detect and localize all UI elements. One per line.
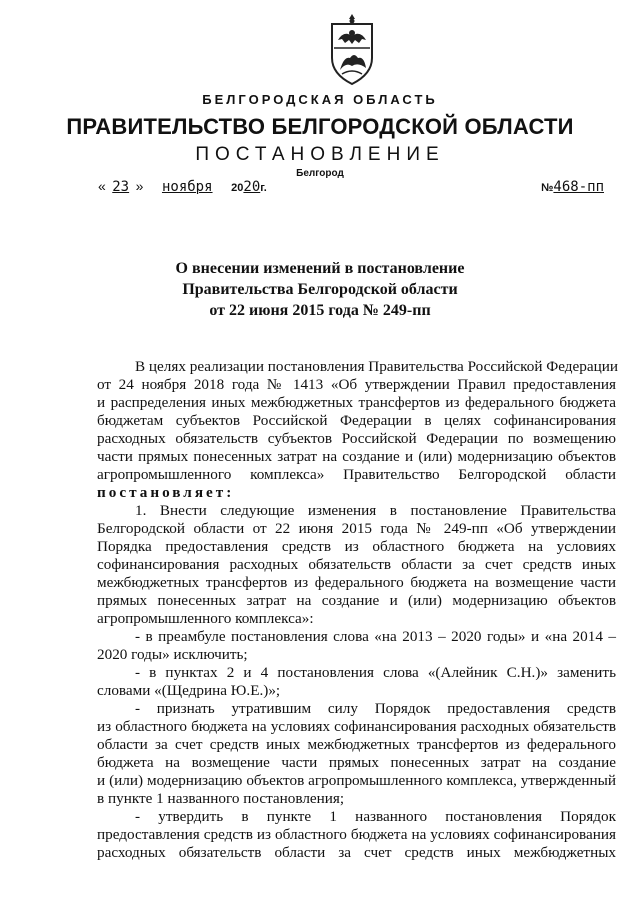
body-line: расходных обязательств области за счет средств иных межбюджетных (97, 844, 616, 861)
body-line: агропромышленного комплекса» Правительство Белгородской области (97, 466, 616, 483)
number-prefix: № (541, 182, 554, 194)
body-line: Порядка предоставления средств из областного бюджета на условиях (97, 538, 616, 555)
document-date (98, 178, 267, 195)
date-month: ноября (161, 179, 213, 195)
document-title (0, 258, 640, 321)
number-value: 468-пп (553, 179, 604, 195)
body-line: в пункте 1 названного постановления; (97, 790, 345, 807)
body-line: словами «(Щедрина Ю.Е.)»; (97, 682, 281, 699)
body-line-resolves: постановляет: (97, 484, 235, 501)
body-line: 2020 годы» исключить; (97, 646, 248, 663)
document-number (541, 178, 604, 195)
body-line: - признать утратившим силу Порядок предоставления средств (135, 700, 616, 717)
body-line: - утвердить в пункте 1 названного постановления Порядок (135, 808, 616, 825)
body-line: Белгородской области от 22 июня 2015 года № 249-пп «Об утверждении (97, 520, 616, 537)
body-line: предоставления средств из областного бюджета на условиях софинансирования (97, 826, 616, 843)
body-line: - в преамбуле постановления слова «на 2013 – 2020 годы» и «на 2014 – (135, 628, 616, 645)
body-line: прямых понесенных затрат на создание и (или) модернизацию объектов (97, 592, 616, 609)
body-line: софинансирования расходных обязательств области за счет средств иных (97, 556, 616, 573)
date-open-quote: « (98, 178, 106, 194)
title-line-2: Правительства Белгородской области (182, 281, 458, 298)
date-close-quote: » (135, 178, 144, 194)
date-century: 20 (231, 182, 244, 194)
body-line: агропромышленного комплекса»: (97, 610, 314, 627)
region-heading: БЕЛГОРОДСКАЯ ОБЛАСТЬ (202, 92, 438, 107)
body-line: межбюджетных трансфертов из федерального бюджета на возмещение части (97, 574, 616, 591)
title-line-3: от 22 июня 2015 года № 249-пп (209, 302, 431, 319)
body-line: бюджетам субъектов Российской Федерации в целях софинансирования (97, 412, 616, 429)
body-line: части прямых понесенных затрат на создание и (или) модернизацию объектов (97, 448, 616, 465)
body-line: бюджета на возмещение части прямых понесенных затрат на создание (97, 754, 616, 771)
coat-of-arms-emblem (328, 12, 376, 88)
body-line: В целях реализации постановления Правительства Российской Федерации (135, 358, 618, 375)
body-line: 1. Внести следующие изменения в постановление Правительства (135, 502, 616, 519)
government-heading: ПРАВИТЕЛЬСТВО БЕЛГОРОДСКОЙ ОБЛАСТИ (66, 114, 574, 139)
title-line-1: О внесении изменений в постановление (175, 260, 465, 277)
body-line: от 24 ноября 2018 года № 1413 «Об утверждении Правил предоставления (97, 376, 616, 393)
city-label: Белгород (296, 168, 344, 179)
document-type-heading: ПОСТАНОВЛЕНИЕ (195, 144, 445, 165)
date-day: 23 (112, 179, 130, 195)
body-line: из областного бюджета на условиях софинансирования расходных обязательств (97, 718, 616, 735)
body-line: и распределения иных межбюджетных трансфертов из федерального бюджета (97, 394, 616, 411)
document-body (97, 358, 616, 862)
body-line: области за счет средств иных межбюджетных трансфертов из федерального (97, 736, 616, 753)
date-year: 20 (243, 179, 261, 195)
body-line: расходных обязательств субъектов Российской Федерации по возмещению (97, 430, 616, 447)
body-line: и (или) модернизацию объектов агропромышленного комплекса, утвержденный (97, 772, 616, 789)
body-line: - в пунктах 2 и 4 постановления слова «(Алейник С.Н.)» заменить (135, 664, 616, 681)
date-year-suffix: г. (260, 182, 267, 194)
